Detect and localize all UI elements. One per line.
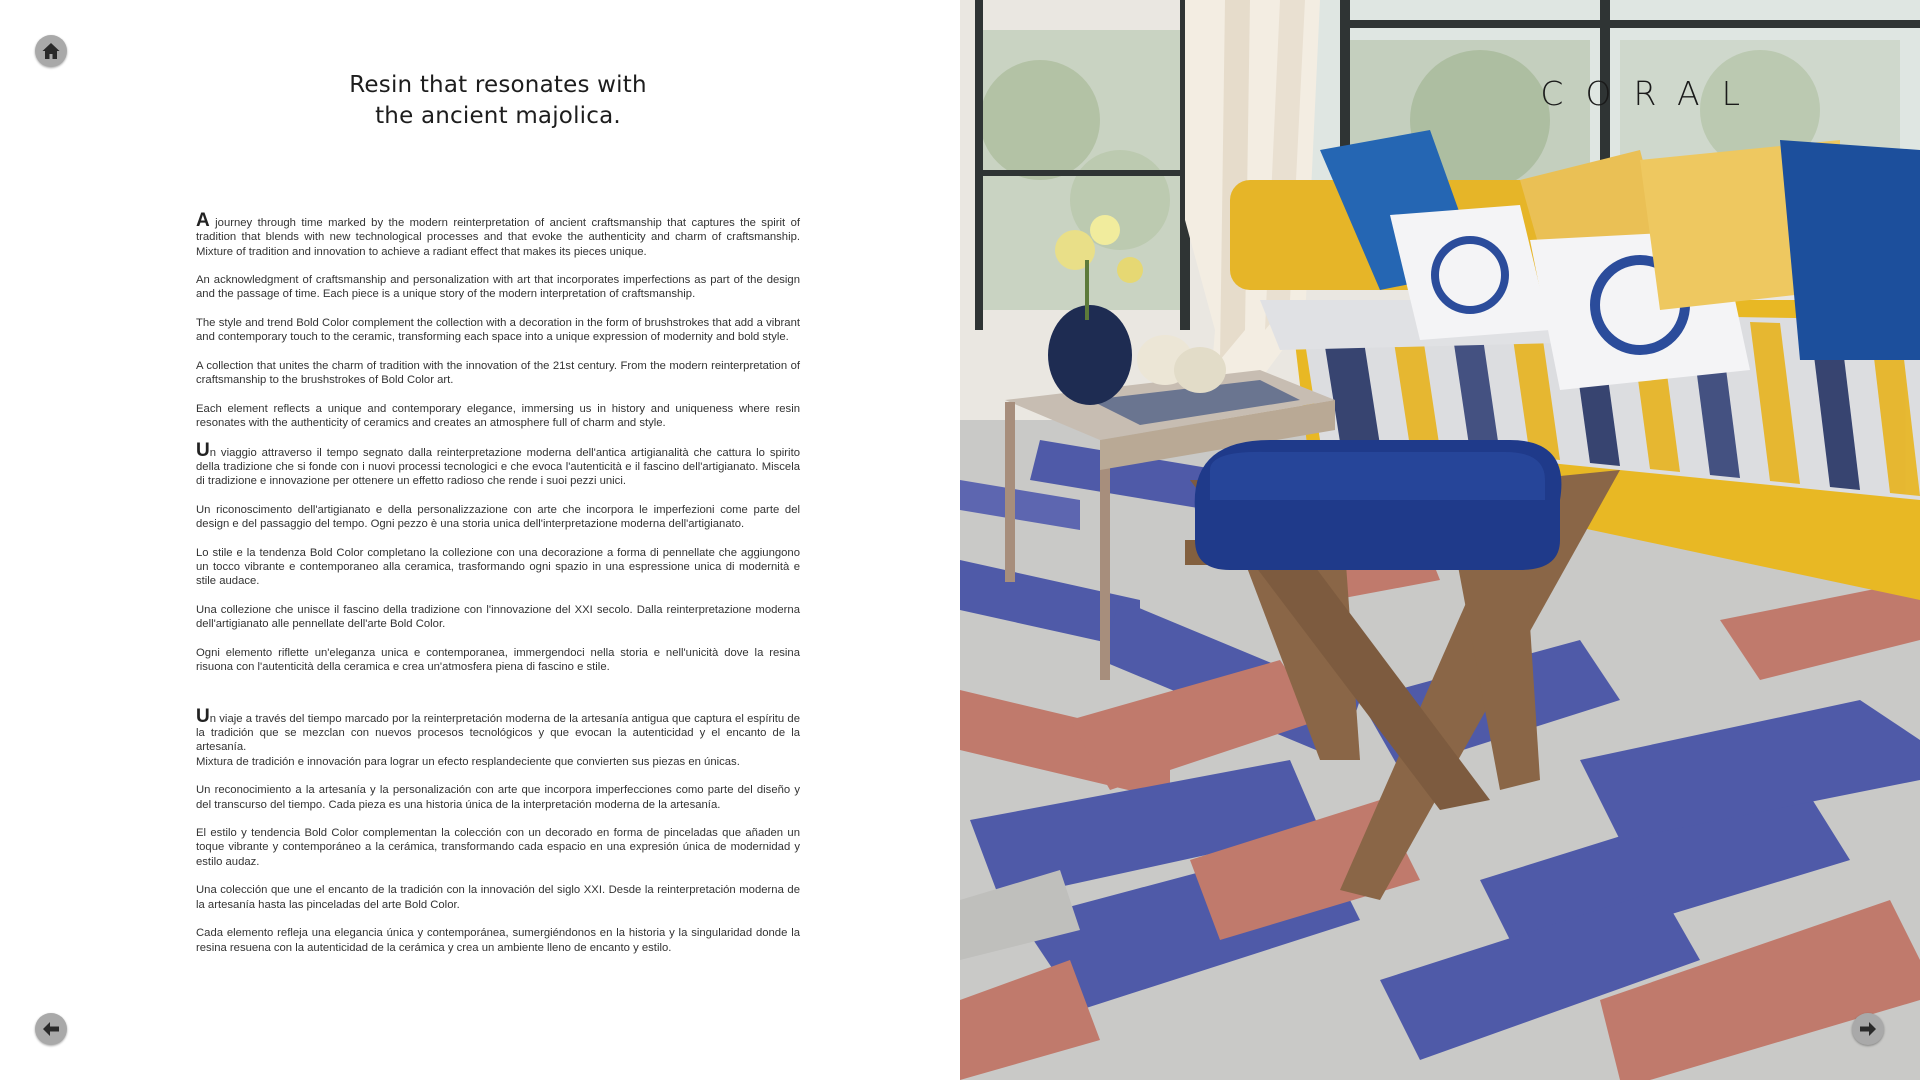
title-line-1: Resin that resonates with <box>349 72 647 98</box>
en-paragraph-1 <box>196 210 800 259</box>
en-dropcap: A <box>196 210 210 231</box>
es-paragraph-3: El estilo y tendencia Bold Color complementan la colección con un decorado en forma de pinceladas que añaden un toque vibrante y contemporáneo a la cerámica, transformando cada espacio en una expresión única de modernidad y estilo audaz. <box>196 827 800 868</box>
arrow-right-icon <box>1858 1019 1878 1039</box>
en-paragraph-4: A collection that unites the charm of tradition with the innovation of the 21st century. From the modern reinterpretation of craftsmanship to the brushstrokes of Bold Color art. <box>196 359 800 387</box>
it-paragraph-1-text: n viaggio attraverso il tempo segnato dalla reinterpretazione moderna dell'antica artigianalità che cattura lo spirito della tradizione che si fonde con i nuovi processi tecnologici e che evoca l'autenticità e il fascino dell'artigianato. Miscela di tradizione e innovazione per ottenere un effetto radioso che rende i suoi pezzi unici. <box>196 446 800 488</box>
home-icon <box>41 41 61 61</box>
en-paragraph-5: Each element reflects a unique and contemporary elegance, immersing us in history and uniqueness where resin resonates with the authenticity of ceramics and creates an atmosphere full of charm and style. <box>196 402 800 430</box>
es-paragraph-1 <box>196 705 800 755</box>
es-paragraph-1-text: n viaje a través del tiempo marcado por la reinterpretación moderna de la artesanía antigua que captura el espíritu de la tradición que se mezclan con nuevos procesos tecnológicos y que evocan la autenticidad y el encanto de la artesanía. <box>196 712 800 754</box>
es-paragraph-2: Un reconocimiento a la artesanía y la personalización con arte que incorpora imperfecciones como parte del diseño y del transcurso del tiempo. Cada pieza es una historia única de la interpretación moderna de la artesanía. <box>196 784 800 811</box>
it-paragraph-5: Ogni elemento riflette un'eleganza unica e contemporanea, immergendoci nella storia e nell'unicità dove la resina risuona con l'autenticità della ceramica e crea un'atmosfera piena di fascino e stile. <box>196 646 800 674</box>
interior-photo <box>960 0 1920 1080</box>
arrow-left-icon <box>41 1019 61 1039</box>
en-paragraph-1-text: journey through time marked by the modern reinterpretation of ancient craftsmanship that captures the spirit of tradition that blends with new technological processes and that evoke the authenticity and charm of craftsmanship. Mixture of tradition and innovation to achieve a radiant effect that makes its pieces unique. <box>196 217 800 258</box>
next-page-button[interactable] <box>1852 1013 1884 1045</box>
prev-page-button[interactable] <box>35 1013 67 1045</box>
es-paragraph-1b: Mixtura de tradición e innovación para lograr un efecto resplandeciente que convierten sus piezas en únicas. <box>196 755 740 768</box>
en-paragraph-3: The style and trend Bold Color complement the collection with a decoration in the form of brushstrokes that add a vibrant and contemporary touch to the ceramic, transforming each space into a unique expression of modernity and bold style. <box>196 317 800 344</box>
es-paragraph-4: Una colección que une el encanto de la tradición con la innovación del siglo XXI. Desde la reinterpretación moderna de la artesanía hasta las pinceladas del arte Bold Color. <box>196 884 800 911</box>
language-gap <box>196 689 800 711</box>
body-text <box>196 210 800 969</box>
home-button[interactable] <box>35 35 67 67</box>
it-paragraph-3: Lo stile e la tendenza Bold Color completano la collezione con una decorazione a forma di pennellate che aggiungono un tocco vibrante e contemporaneo alla ceramica, trasformando ogni spazio in una espressione unica di modernità e stile audace. <box>196 546 800 588</box>
living-room-scene <box>960 0 1920 1080</box>
en-paragraph-2: An acknowledgment of craftsmanship and personalization with art that incorporates imperfections as part of the design and the passage of time. Each piece is a unique story of the modern interpretation of craftsmanship. <box>196 274 800 301</box>
it-dropcap: U <box>196 439 210 461</box>
it-paragraph-1 <box>196 439 800 489</box>
es-paragraph-5: Cada elemento refleja una elegancia única y contemporánea, sumergiéndonos en la historia y la singularidad donde la resina resuena con la autenticidad de la cerámica y crea un ambiente lleno de encanto y estilo. <box>196 927 800 954</box>
page-title <box>196 70 800 132</box>
es-dropcap: U <box>196 705 210 727</box>
title-line-2: the ancient majolica. <box>375 103 621 129</box>
brand-logo: CORAL <box>1540 74 1762 113</box>
it-paragraph-4: Una collezione che unisce il fascino della tradizione con l'innovazione del XXI secolo. Dalla reinterpretazione moderna dell'artigianato alle pennellate dell'arte Bold Color. <box>196 604 800 631</box>
it-paragraph-2: Un riconoscimento dell'artigianato e della personalizzazione con arte che incorpora le imperfezioni come parte del design e del passaggio del tempo. Ogni pezzo è una storia unica dell'interpretazione moderna dell'artigianato. <box>196 503 800 531</box>
